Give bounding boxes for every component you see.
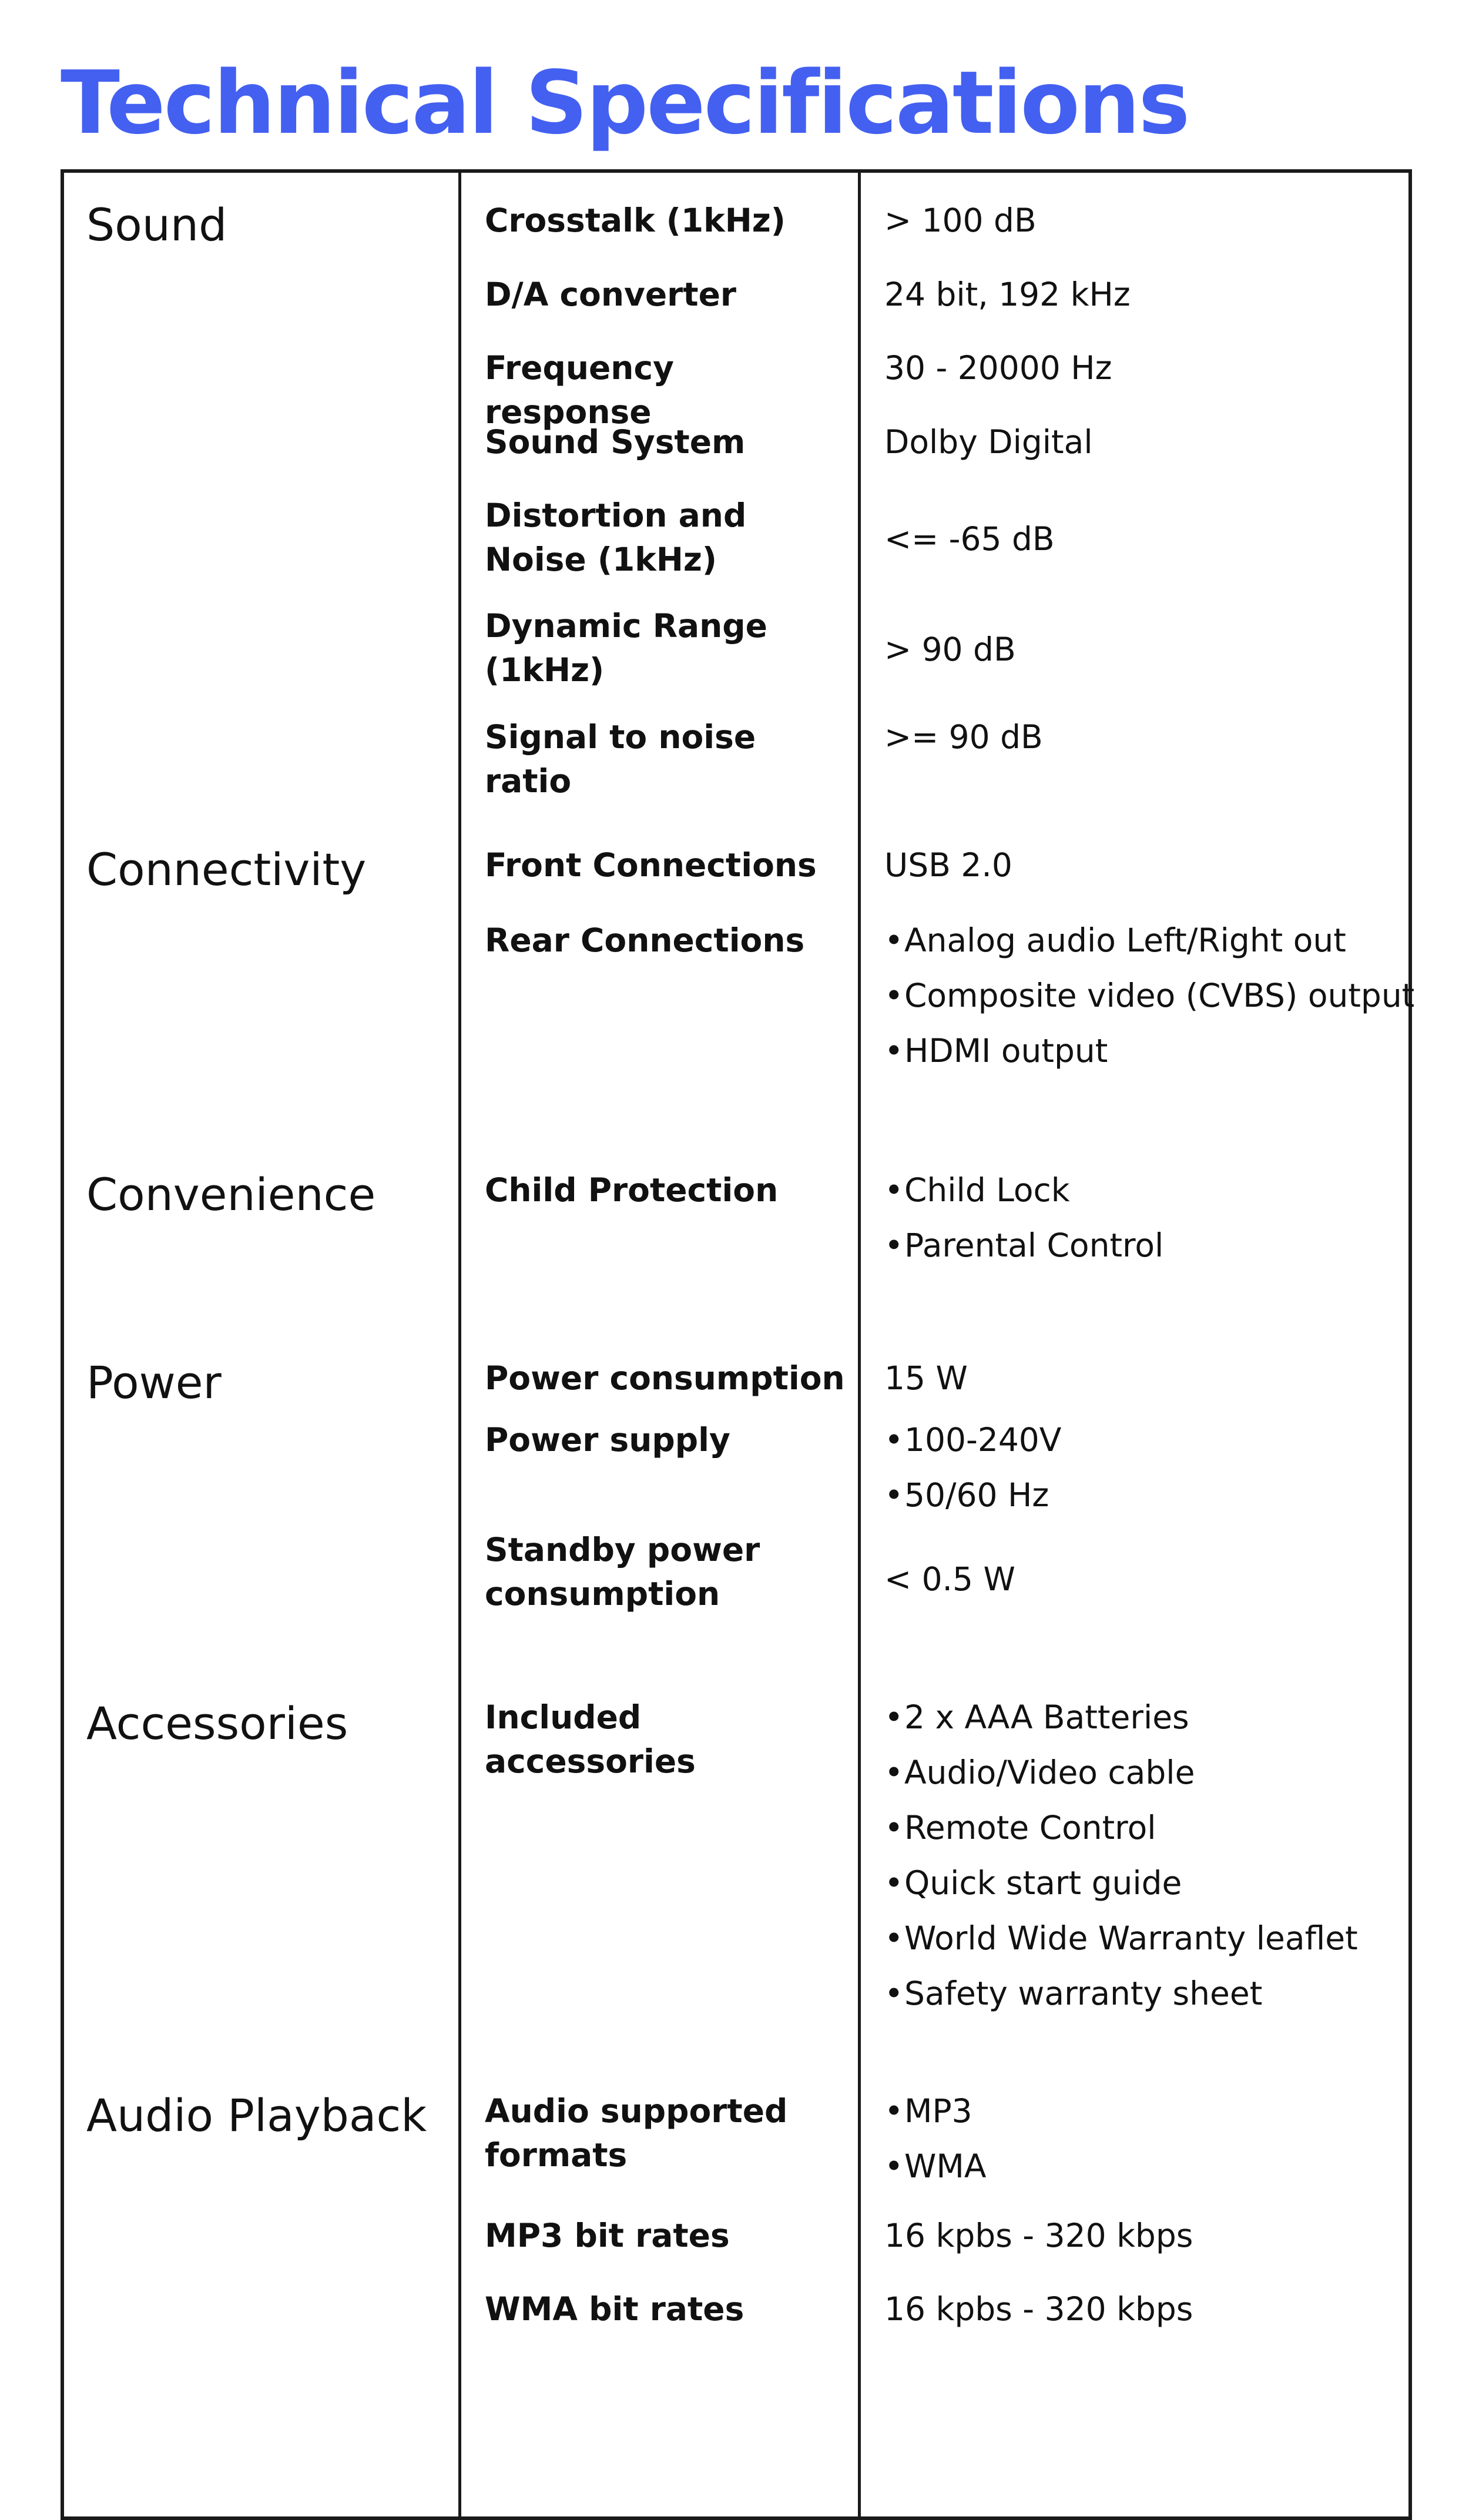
- section-title-connectivity: Connectivity: [86, 843, 367, 896]
- list-item: •2 x AAA Batteries: [884, 1690, 1358, 1745]
- list-item: •Remote Control: [884, 1800, 1358, 1855]
- spec-value-list: [884, 913, 1414, 1078]
- bullet-icon: •: [884, 1421, 904, 1459]
- spec-label: Dynamic Range (1kHz): [485, 607, 767, 689]
- list-item: •Composite video (CVBS) output: [884, 968, 1414, 1023]
- spec-value: < 0.5 W: [884, 1560, 1015, 1598]
- spec-value: 24 bit, 192 kHz: [884, 276, 1131, 313]
- spec-label: Rear Connections: [485, 921, 805, 959]
- bullet-icon: •: [884, 1032, 904, 1070]
- spec-value-list: [884, 1412, 1061, 1523]
- bullet-icon: •: [884, 1698, 904, 1736]
- spec-value: <= -65 dB: [884, 520, 1055, 558]
- section-title-sound: Sound: [86, 199, 227, 251]
- spec-label: Front Connections: [485, 846, 817, 884]
- spec-label: Included accessories: [485, 1698, 696, 1780]
- list-item: •Child Lock: [884, 1162, 1163, 1218]
- spec-value-list: [884, 2083, 986, 2194]
- list-item: •Audio/Video cable: [884, 1745, 1358, 1800]
- section-title-power: Power: [86, 1356, 222, 1409]
- bullet-icon: •: [884, 1754, 904, 1791]
- bullet-icon: •: [884, 1864, 904, 1902]
- list-item: •Parental Control: [884, 1218, 1163, 1273]
- spec-value: 30 - 20000 Hz: [884, 349, 1112, 387]
- spec-label: Power consumption: [485, 1359, 845, 1397]
- spec-value: Dolby Digital: [884, 423, 1093, 461]
- list-item: •HDMI output: [884, 1023, 1414, 1078]
- list-item: •WMA: [884, 2139, 986, 2194]
- spec-label: Standby power consumption: [485, 1531, 760, 1613]
- spec-value-list: [884, 1690, 1358, 2021]
- bullet-icon: •: [884, 2147, 904, 2185]
- bullet-icon: •: [884, 2092, 904, 2130]
- list-item: •Analog audio Left/Right out: [884, 913, 1414, 968]
- spec-label: MP3 bit rates: [485, 2217, 730, 2254]
- spec-label: WMA bit rates: [485, 2290, 744, 2328]
- list-item: •50/60 Hz: [884, 1467, 1061, 1523]
- column-divider: [458, 169, 461, 2520]
- bullet-icon: •: [884, 977, 904, 1014]
- spec-label: Distortion and Noise (1kHz): [485, 497, 747, 578]
- column-divider: [858, 169, 861, 2520]
- section-title-audio-playback: Audio Playback: [86, 2089, 427, 2142]
- list-item: •World Wide Warranty leaflet: [884, 1911, 1358, 1966]
- bullet-icon: •: [884, 1919, 904, 1957]
- spec-label: Frequency response: [485, 349, 674, 431]
- spec-value: >= 90 dB: [884, 718, 1043, 756]
- section-title-convenience: Convenience: [86, 1168, 376, 1221]
- bullet-icon: •: [884, 1809, 904, 1847]
- spec-label: Crosstalk (1kHz): [485, 202, 786, 239]
- bullet-icon: •: [884, 1227, 904, 1264]
- bullet-icon: •: [884, 1171, 904, 1209]
- list-item: •Safety warranty sheet: [884, 1966, 1358, 2021]
- bullet-icon: •: [884, 1476, 904, 1514]
- list-item: •100-240V: [884, 1412, 1061, 1467]
- spec-label: Power supply: [485, 1421, 730, 1459]
- page-title: Technical Specifications: [61, 52, 1189, 153]
- spec-label: Audio supported formats: [485, 2092, 788, 2174]
- spec-value: 16 kpbs - 320 kbps: [884, 2217, 1193, 2254]
- list-item: •MP3: [884, 2083, 986, 2139]
- spec-label: Child Protection: [485, 1171, 779, 1209]
- spec-label: Signal to noise ratio: [485, 718, 756, 800]
- spec-value: > 100 dB: [884, 202, 1037, 239]
- spec-value: 15 W: [884, 1359, 968, 1397]
- spec-value: USB 2.0: [884, 846, 1012, 884]
- section-title-accessories: Accessories: [86, 1697, 348, 1750]
- spec-value: 16 kpbs - 320 kbps: [884, 2290, 1193, 2328]
- spec-label: Sound System: [485, 423, 746, 461]
- spec-label: D/A converter: [485, 276, 736, 313]
- spec-value-list: [884, 1162, 1163, 1273]
- spec-value: > 90 dB: [884, 631, 1016, 668]
- bullet-icon: •: [884, 921, 904, 959]
- list-item: •Quick start guide: [884, 1855, 1358, 1911]
- bullet-icon: •: [884, 1975, 904, 2012]
